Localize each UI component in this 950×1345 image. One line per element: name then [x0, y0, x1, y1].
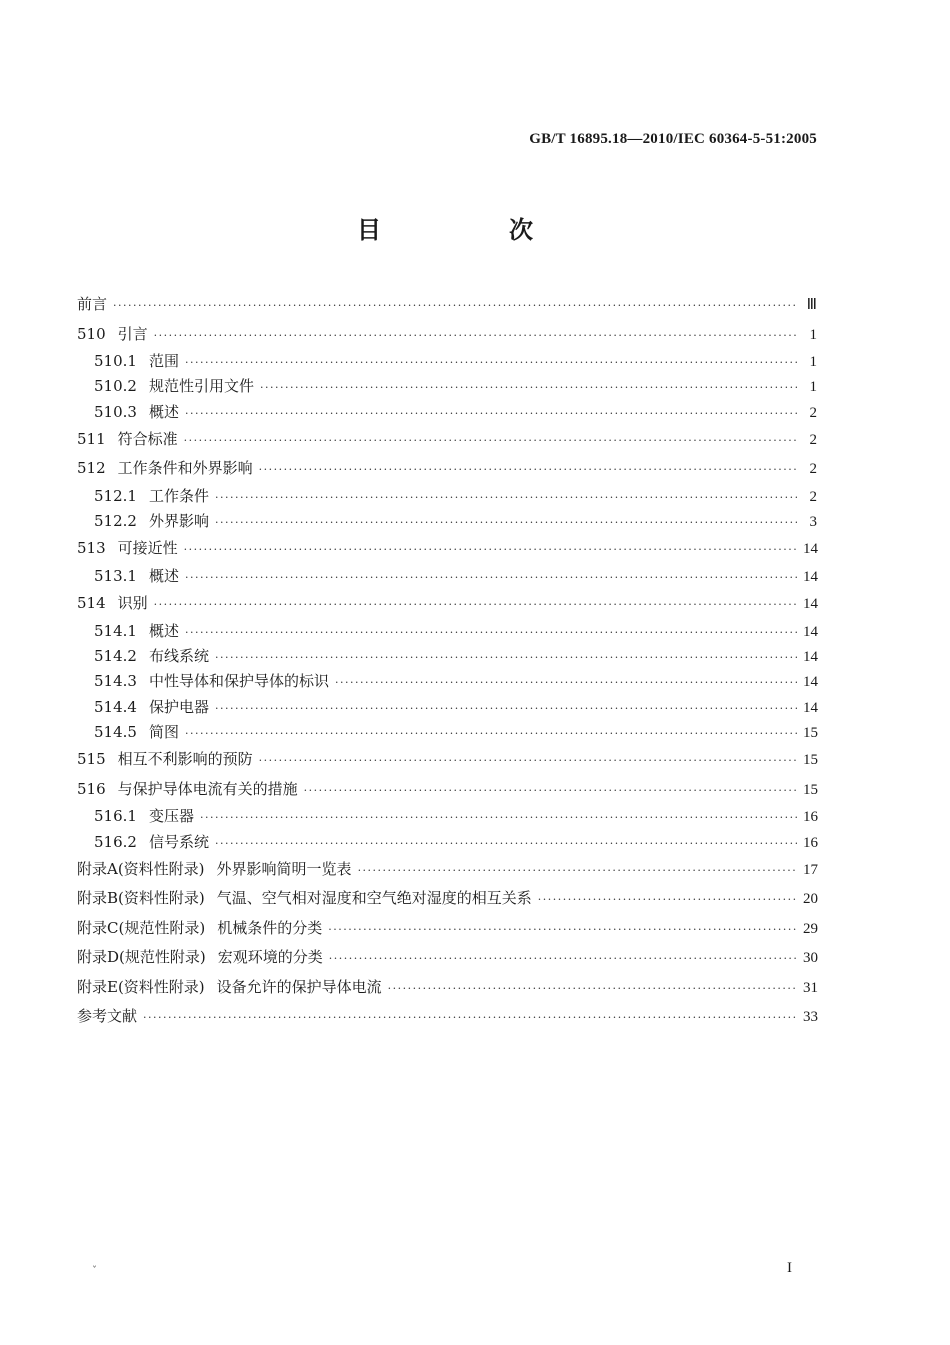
toc-entry-number: 514.5 — [94, 722, 137, 741]
toc-entry-title: 概述 — [148, 621, 179, 640]
toc-entry[interactable] — [77, 564, 817, 589]
toc-leader-dots — [215, 485, 797, 510]
toc-entry-title: 概述 — [148, 566, 179, 585]
toc-entry-number: 附录D(规范性附录) — [77, 948, 206, 967]
toc-entry-page: 15 — [803, 752, 818, 769]
toc-leader-dots — [143, 1003, 797, 1033]
toc-entry-page: 15 — [803, 781, 818, 798]
toc-entry-page: 29 — [803, 920, 818, 937]
toc-leader-dots — [215, 696, 797, 721]
toc-entry[interactable] — [77, 804, 817, 829]
toc-entry-number: 513 — [77, 539, 106, 558]
toc-entry-title: 引言 — [117, 324, 148, 343]
toc-entry-title: 相互不利影响的预防 — [117, 750, 253, 769]
toc-entry-number: 510 — [77, 324, 106, 343]
toc-entry-title: 识别 — [117, 594, 148, 613]
toc-entry[interactable] — [77, 884, 817, 914]
toc-entry-page: 16 — [803, 809, 818, 826]
toc-entry-number: 514.1 — [94, 621, 137, 640]
toc-entry-title: 范围 — [148, 352, 179, 370]
toc-entry[interactable] — [77, 619, 817, 644]
toc-entry-title: 设备允许的保护导体电流 — [216, 977, 382, 996]
toc-entry[interactable] — [77, 830, 817, 855]
page-number: I — [787, 1260, 792, 1276]
toc-leader-dots — [215, 645, 797, 670]
toc-entry-page: 30 — [803, 950, 818, 967]
toc-entry[interactable] — [77, 855, 817, 885]
toc-leader-dots — [215, 510, 797, 535]
toc-leader-dots — [335, 670, 797, 695]
toc-entry-title: 参考文献 — [77, 1007, 138, 1026]
toc-leader-dots — [185, 721, 797, 746]
toc-entry-title: 符合标准 — [117, 429, 178, 448]
toc-entry-page: 14 — [803, 649, 818, 666]
toc-entry-page: 14 — [803, 568, 818, 585]
toc-entry-number: 512.1 — [94, 486, 137, 505]
toc-entry-number: 516.1 — [94, 807, 137, 826]
toc-entry[interactable] — [77, 484, 817, 509]
toc-leader-dots — [185, 620, 797, 645]
toc-leader-dots — [304, 776, 797, 806]
toc-entry-title: 与保护导体电流有关的措施 — [117, 779, 298, 798]
toc-entry-title: 工作条件 — [148, 486, 209, 505]
toc-entry-number: 514 — [77, 594, 106, 613]
toc-entry[interactable] — [77, 695, 817, 720]
toc-leader-dots — [388, 974, 797, 1004]
toc-entry[interactable] — [77, 775, 817, 805]
toc-leader-dots — [259, 455, 797, 485]
toc-entry-title: 保护电器 — [148, 697, 209, 716]
toc-leader-dots — [185, 565, 797, 590]
toc-entry-number: 512.2 — [94, 512, 137, 531]
toc-entry-number: 514.2 — [94, 647, 137, 666]
toc-entry[interactable] — [77, 669, 817, 694]
toc-entry-page: 14 — [803, 674, 818, 691]
toc-entry-title: 工作条件和外界影响 — [117, 459, 253, 478]
toc-leader-dots — [185, 350, 797, 375]
page-title: 目 次 — [357, 215, 585, 244]
toc-entry[interactable] — [77, 720, 817, 745]
toc-entry[interactable] — [77, 509, 817, 534]
table-of-contents — [77, 290, 817, 1032]
toc-entry-page: 2 — [809, 461, 817, 478]
toc-entry[interactable] — [77, 914, 817, 944]
toc-entry-title: 外界影响简明一览表 — [216, 859, 352, 878]
toc-entry-title: 机械条件的分类 — [217, 918, 323, 937]
toc-leader-dots — [215, 831, 797, 856]
toc-entry-page: 2 — [809, 431, 817, 448]
toc-entry-title: 概述 — [148, 402, 179, 421]
toc-entry-number: 514.3 — [94, 672, 137, 691]
toc-leader-dots — [185, 401, 797, 426]
toc-entry-title: 简图 — [148, 722, 179, 741]
toc-entry-page: 2 — [809, 488, 817, 505]
toc-entry-page: 1 — [809, 326, 817, 343]
toc-entry-page: 1 — [809, 354, 817, 370]
toc-entry-page: 33 — [803, 1009, 818, 1026]
toc-entry-number: 514.4 — [94, 697, 137, 716]
toc-entry-number: 512 — [77, 459, 106, 478]
toc-leader-dots — [538, 885, 797, 915]
toc-entry-page: 14 — [803, 623, 818, 640]
toc-entry-title: 气温、空气相对湿度和空气绝对湿度的相互关系 — [216, 889, 532, 908]
toc-entry-page: 15 — [803, 724, 818, 741]
toc-entry-number: 附录A(资料性附录) — [77, 859, 205, 878]
toc-entry[interactable] — [77, 320, 817, 350]
toc-entry[interactable] — [77, 454, 817, 484]
toc-entry-page: 14 — [803, 596, 818, 613]
toc-entry-title: 变压器 — [148, 807, 194, 826]
toc-entry[interactable] — [77, 534, 817, 564]
toc-entry-number: 附录E(资料性附录) — [77, 977, 205, 996]
toc-entry-number: 515 — [77, 750, 106, 769]
toc-entry[interactable] — [77, 745, 817, 775]
toc-leader-dots — [113, 291, 797, 321]
toc-entry-title: 前言 — [77, 295, 108, 313]
toc-entry-page: 14 — [803, 541, 818, 558]
toc-entry[interactable] — [77, 1002, 817, 1032]
toc-entry[interactable] — [77, 589, 817, 619]
toc-entry-number: 附录C(规范性附录) — [77, 918, 206, 937]
toc-entry-title: 外界影响 — [148, 512, 209, 531]
toc-entry-page: 14 — [803, 699, 818, 716]
toc-entry[interactable] — [77, 374, 817, 399]
toc-leader-dots — [184, 535, 797, 565]
toc-entry-number: 510.3 — [94, 402, 137, 421]
toc-entry-number: 510.2 — [94, 377, 137, 396]
toc-entry[interactable] — [77, 425, 817, 455]
toc-entry-title: 布线系统 — [148, 647, 209, 666]
toc-leader-dots — [358, 856, 797, 886]
toc-entry-title: 信号系统 — [148, 832, 209, 851]
toc-leader-dots — [329, 944, 797, 974]
toc-entry-page: 17 — [803, 861, 818, 878]
toc-leader-dots — [328, 915, 797, 945]
toc-entry-number: 511 — [77, 429, 106, 448]
toc-entry-page: 1 — [809, 379, 817, 396]
toc-entry-page: Ⅲ — [806, 297, 817, 313]
toc-entry-number: 516 — [77, 779, 106, 798]
toc-entry-number: 513.1 — [94, 566, 137, 585]
toc-entry-page: 16 — [803, 834, 818, 851]
toc-entry-title: 规范性引用文件 — [148, 377, 254, 396]
toc-entry-title: 可接近性 — [117, 539, 178, 558]
toc-entry-page: 3 — [809, 514, 817, 531]
toc-leader-dots — [154, 321, 797, 351]
toc-leader-dots — [154, 590, 797, 620]
toc-entry[interactable] — [77, 349, 817, 374]
toc-entry-title: 中性导体和保护导体的标识 — [148, 672, 329, 691]
toc-entry-number: 516.2 — [94, 832, 137, 851]
toc-leader-dots — [259, 746, 797, 776]
toc-entry[interactable] — [77, 400, 817, 425]
toc-entry[interactable] — [77, 973, 817, 1003]
scan-mark: ˇ — [92, 1266, 97, 1277]
toc-leader-dots — [200, 805, 797, 830]
toc-entry-page: 2 — [809, 404, 817, 421]
toc-entry[interactable] — [77, 644, 817, 669]
toc-entry-number: 附录B(资料性附录) — [77, 889, 205, 908]
toc-entry-page: 31 — [803, 979, 818, 996]
toc-entry-title: 宏观环境的分类 — [217, 948, 323, 967]
toc-entry[interactable] — [77, 943, 817, 973]
toc-leader-dots — [184, 426, 797, 456]
standard-code: GB/T 16895.18—2010/IEC 60364-5-51:2005 — [529, 131, 817, 147]
toc-entry[interactable] — [77, 290, 817, 320]
toc-leader-dots — [260, 375, 797, 400]
toc-entry-page: 20 — [803, 891, 818, 908]
toc-entry-number: 510.1 — [94, 352, 137, 370]
